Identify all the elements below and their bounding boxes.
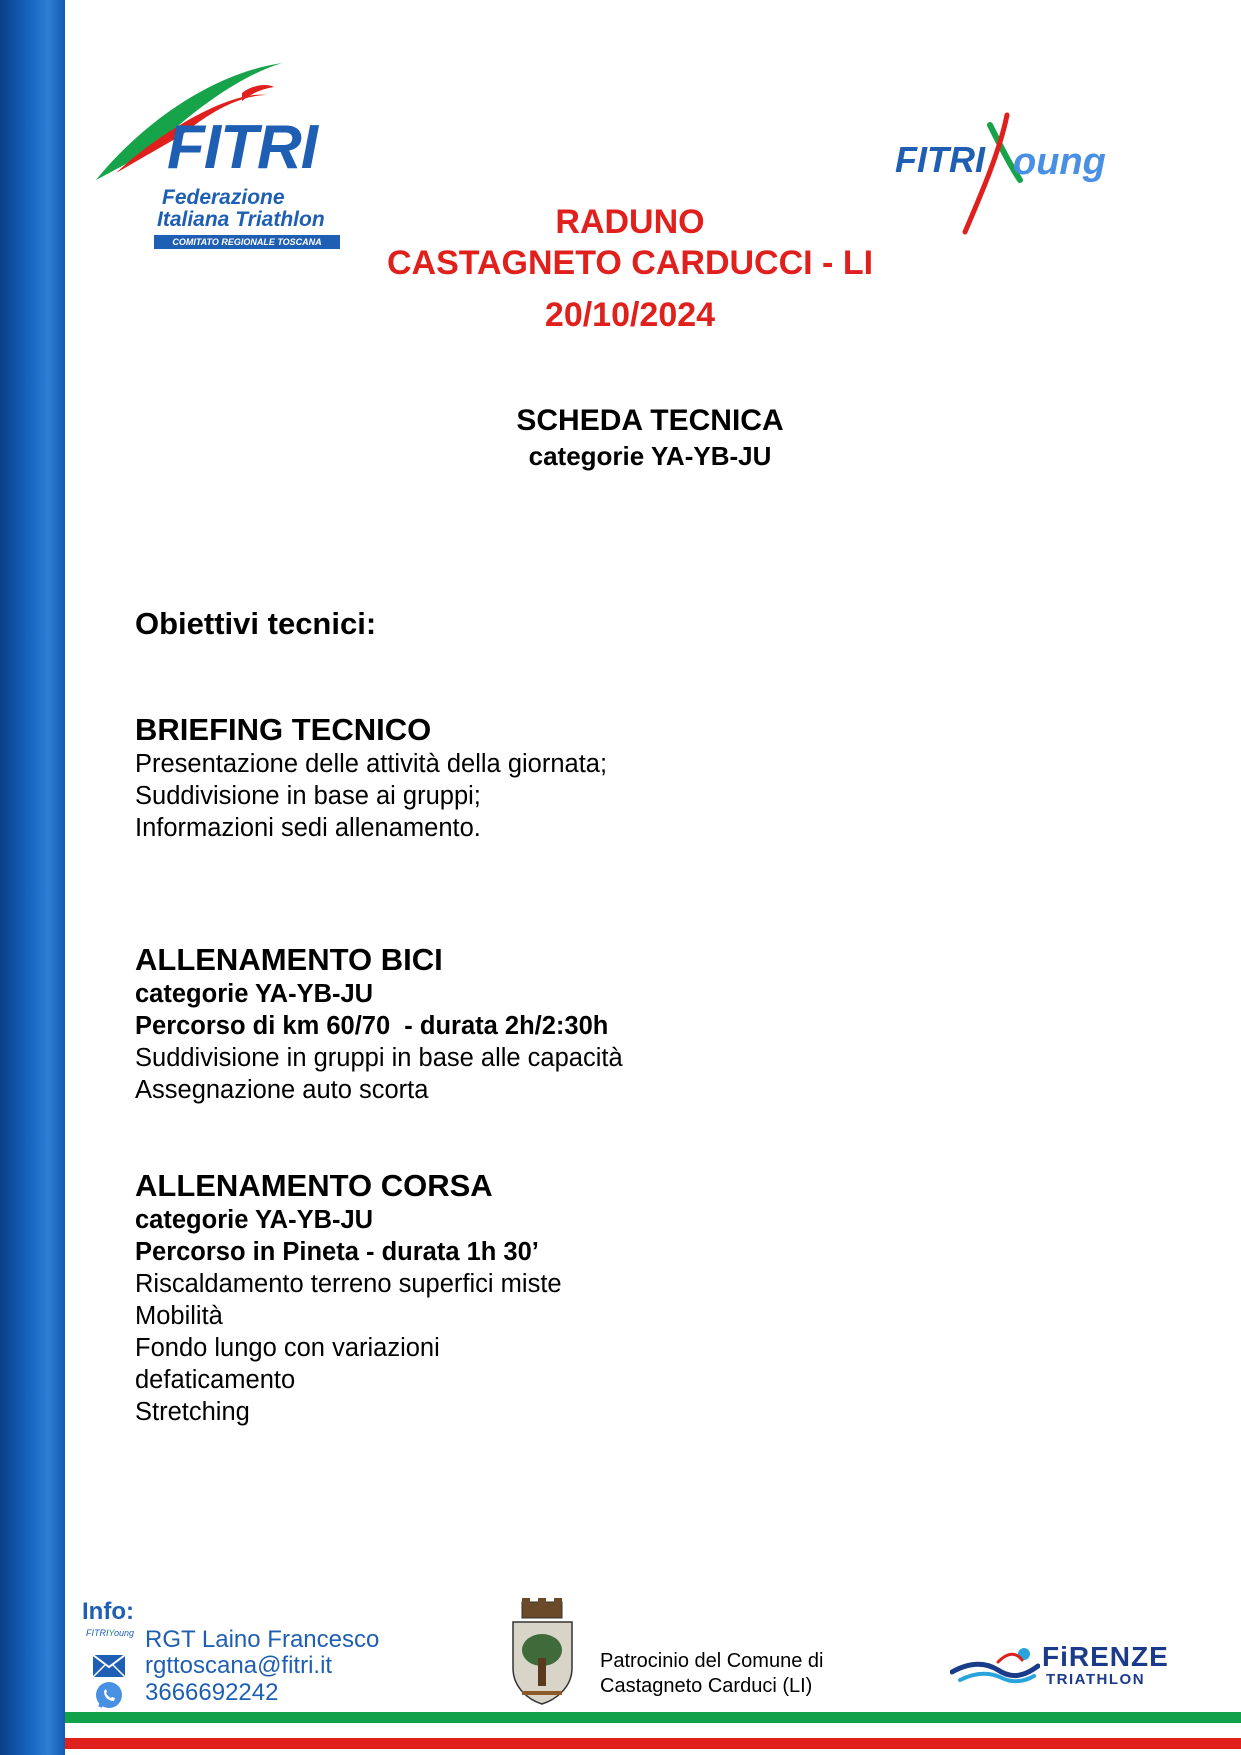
contact-name: RGT Laino Francesco xyxy=(145,1626,380,1653)
briefing-line: Suddivisione in base ai gruppi; xyxy=(135,782,481,810)
corsa-line: Stretching xyxy=(135,1398,250,1426)
contact-phone[interactable]: 3666692242 xyxy=(145,1679,279,1706)
corsa-categorie: categorie YA-YB-JU xyxy=(135,1206,374,1234)
fitri-young-fitri-text: FITRI xyxy=(895,139,985,180)
fitri-young-oung-text: oung xyxy=(1013,141,1106,183)
title-raduno: RADUNO xyxy=(555,203,705,241)
castagneto-coat-of-arms xyxy=(510,1598,575,1706)
fitri-logo xyxy=(92,55,352,255)
briefing-section xyxy=(135,712,607,844)
briefing-heading: BRIEFING TECNICO xyxy=(135,712,432,747)
scheda-title: SCHEDA TECNICA xyxy=(516,404,784,437)
flag-green-stripe xyxy=(65,1712,1241,1723)
title-date: 20/10/2024 xyxy=(544,296,716,334)
bici-line: Assegnazione auto scorta xyxy=(135,1076,429,1104)
fitri-young-mini-icon: FITRIYoung xyxy=(86,1628,135,1638)
fitri-wordmark: FITRI xyxy=(167,113,317,182)
corsa-line: Riscaldamento terreno superfici miste xyxy=(135,1270,562,1298)
flag-red-stripe xyxy=(65,1738,1241,1749)
triathlon-word: TRIATHLON xyxy=(1046,1671,1146,1688)
obiettivi-heading: Obiettivi tecnici: xyxy=(135,606,377,641)
scheda-subtitle: categorie YA-YB-JU xyxy=(528,441,772,471)
coat-of-arms-icon xyxy=(510,1598,575,1706)
firenze-triathlon-logo xyxy=(950,1636,1180,1696)
fitri-comitato-band: COMITATO REGIONALE TOSCANA xyxy=(154,235,340,249)
firenze-word: FiRENZE xyxy=(1042,1641,1169,1672)
side-blue-bar xyxy=(0,0,65,1755)
footer-info xyxy=(82,1598,442,1708)
whatsapp-icon xyxy=(94,1680,124,1710)
briefing-line: Informazioni sedi allenamento. xyxy=(135,814,481,842)
bici-percorso: Percorso di km 60/70 - durata 2h/2:30h xyxy=(135,1012,609,1040)
contact-email[interactable]: rgttoscana@fitri.it xyxy=(145,1652,333,1679)
title-location: CASTAGNETO CARDUCCI - LI xyxy=(386,244,874,282)
bici-section xyxy=(135,942,623,1106)
bici-heading: ALLENAMENTO BICI xyxy=(135,942,443,977)
fitri-federazione: Federazione xyxy=(162,186,285,209)
mail-icon xyxy=(92,1654,126,1678)
corsa-heading: ALLENAMENTO CORSA xyxy=(135,1168,493,1203)
bici-line: Suddivisione in gruppi in base alle capacità xyxy=(135,1044,623,1072)
briefing-line: Presentazione delle attività della giornata; xyxy=(135,750,608,778)
swimmer-wave-icon xyxy=(950,1640,1040,1690)
corsa-section xyxy=(135,1168,562,1428)
patronage-line: Patrocinio del Comune di xyxy=(600,1650,824,1672)
fitri-italiana: Italiana Triathlon xyxy=(157,208,325,231)
info-label: Info: xyxy=(82,1598,134,1625)
bici-categorie: categorie YA-YB-JU xyxy=(135,980,374,1008)
corsa-line: Fondo lungo con variazioni xyxy=(135,1334,440,1362)
corsa-percorso: Percorso in Pineta - durata 1h 30’ xyxy=(135,1238,539,1266)
corsa-line: defaticamento xyxy=(135,1366,296,1394)
patronage-text xyxy=(600,1649,860,1699)
corsa-line: Mobilità xyxy=(135,1302,223,1330)
patronage-line: Castagneto Carduci (LI) xyxy=(600,1675,813,1697)
